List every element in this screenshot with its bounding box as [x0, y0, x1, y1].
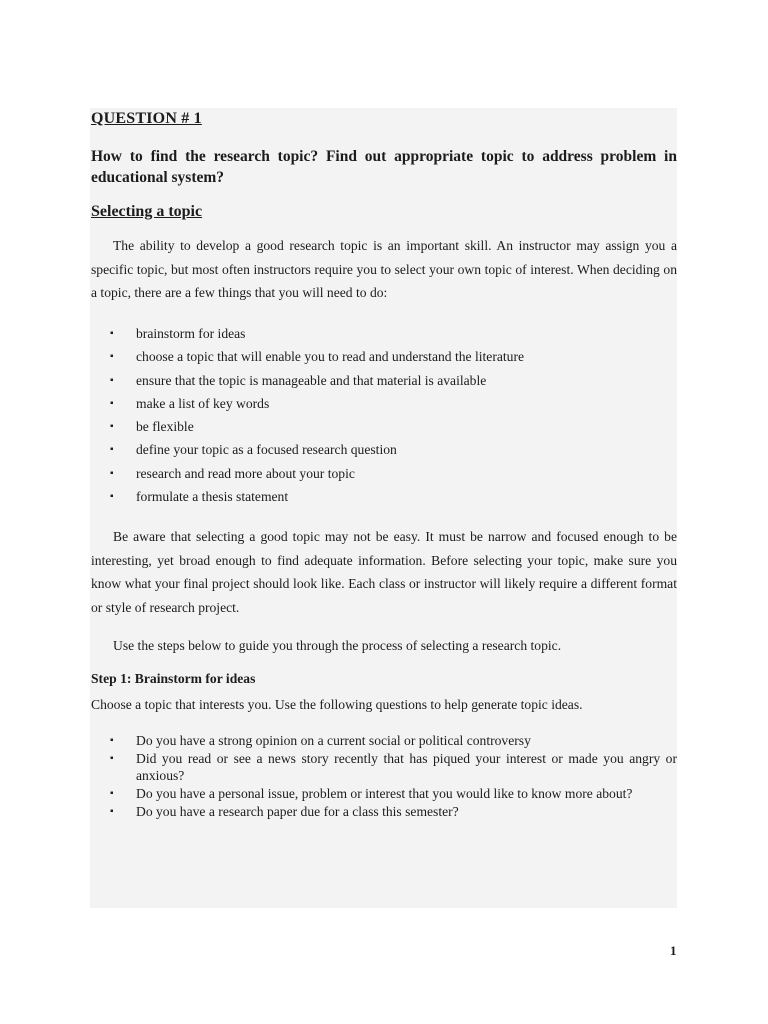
steps-paragraph-text: Use the steps below to guide you through the process of selecting a research topic.	[113, 638, 562, 653]
list-item	[110, 462, 677, 485]
step1-paragraph: Choose a topic that interests you. Use the following questions to help generate topic ideas.	[91, 697, 583, 712]
list-item	[110, 415, 677, 438]
question-text: How to find the research topic? Find out appropriate topic to address problem in educational system?	[91, 148, 677, 186]
aware-paragraph-text: Be aware that selecting a good topic may not be easy. It must be narrow and focused enough to be interesting, yet broad enough to find adequate information. Before selecting your topic, make sure you know what your final project should look like. Each class or instructor will likely require a different format or style of research project.	[91, 529, 677, 615]
bullet-icon: ▪	[110, 444, 114, 456]
list-item-text: choose a topic that will enable you to read and understand the literature	[136, 349, 525, 365]
bullet-icon: ▪	[110, 351, 114, 363]
list-item	[110, 732, 677, 749]
list-item-text: Do you have a personal issue, problem or interest that you would like to know more about?	[136, 786, 633, 801]
aware-paragraph	[91, 525, 677, 619]
intro-paragraph-text: The ability to develop a good research topic is an important skill. An instructor may assign you a specific topic, but most often instructors require you to select your own topic of interest. When deciding on a topic, there are a few things that you will need to do:	[91, 238, 677, 300]
bullet-icon: ▪	[110, 397, 114, 409]
bullet-icon: ▪	[110, 421, 114, 433]
list-item-text: define your topic as a focused research question	[136, 442, 397, 458]
step1-heading: Step 1: Brainstorm for ideas	[91, 671, 256, 686]
list-item-text: research and read more about your topic	[136, 465, 355, 481]
list-item	[110, 485, 677, 508]
list-item	[110, 803, 677, 820]
list-item-text: Do you have a strong opinion on a current social or political controversy	[136, 733, 531, 748]
bullet-icon: ▪	[110, 735, 114, 746]
list-item	[110, 322, 677, 345]
bullet-icon: ▪	[110, 374, 114, 386]
list-item	[110, 392, 677, 415]
list-item-text: Did you read or see a news story recently that has piqued your interest or made you angry or anxious?	[136, 751, 677, 783]
steps-paragraph	[91, 634, 677, 658]
list-item	[110, 785, 677, 802]
bullet-icon: ▪	[110, 467, 114, 479]
section-heading: Selecting a topic	[91, 203, 203, 220]
page-number: 1	[670, 943, 677, 958]
bullet-icon: ▪	[110, 328, 114, 339]
bullet-icon: ▪	[110, 753, 114, 764]
question-heading: QUESTION # 1	[91, 110, 202, 127]
list-item	[110, 369, 677, 392]
bullet-icon: ▪	[110, 806, 114, 817]
list-item-text: brainstorm for ideas	[136, 326, 246, 341]
list-item-text: ensure that the topic is manageable and that material is available	[136, 372, 487, 388]
list-item-text: formulate a thesis statement	[136, 489, 289, 505]
bullet-icon: ▪	[110, 788, 114, 799]
list-item-text: Do you have a research paper due for a class this semester?	[136, 804, 459, 819]
list-item-text: make a list of key words	[136, 395, 270, 411]
list-item	[110, 750, 677, 784]
list-item	[110, 438, 677, 461]
list-item	[110, 345, 677, 368]
bullet-icon: ▪	[110, 491, 114, 503]
list-item-text: be flexible	[136, 419, 194, 435]
todo-list	[110, 322, 677, 508]
question-list	[110, 732, 677, 821]
intro-paragraph	[91, 234, 677, 305]
